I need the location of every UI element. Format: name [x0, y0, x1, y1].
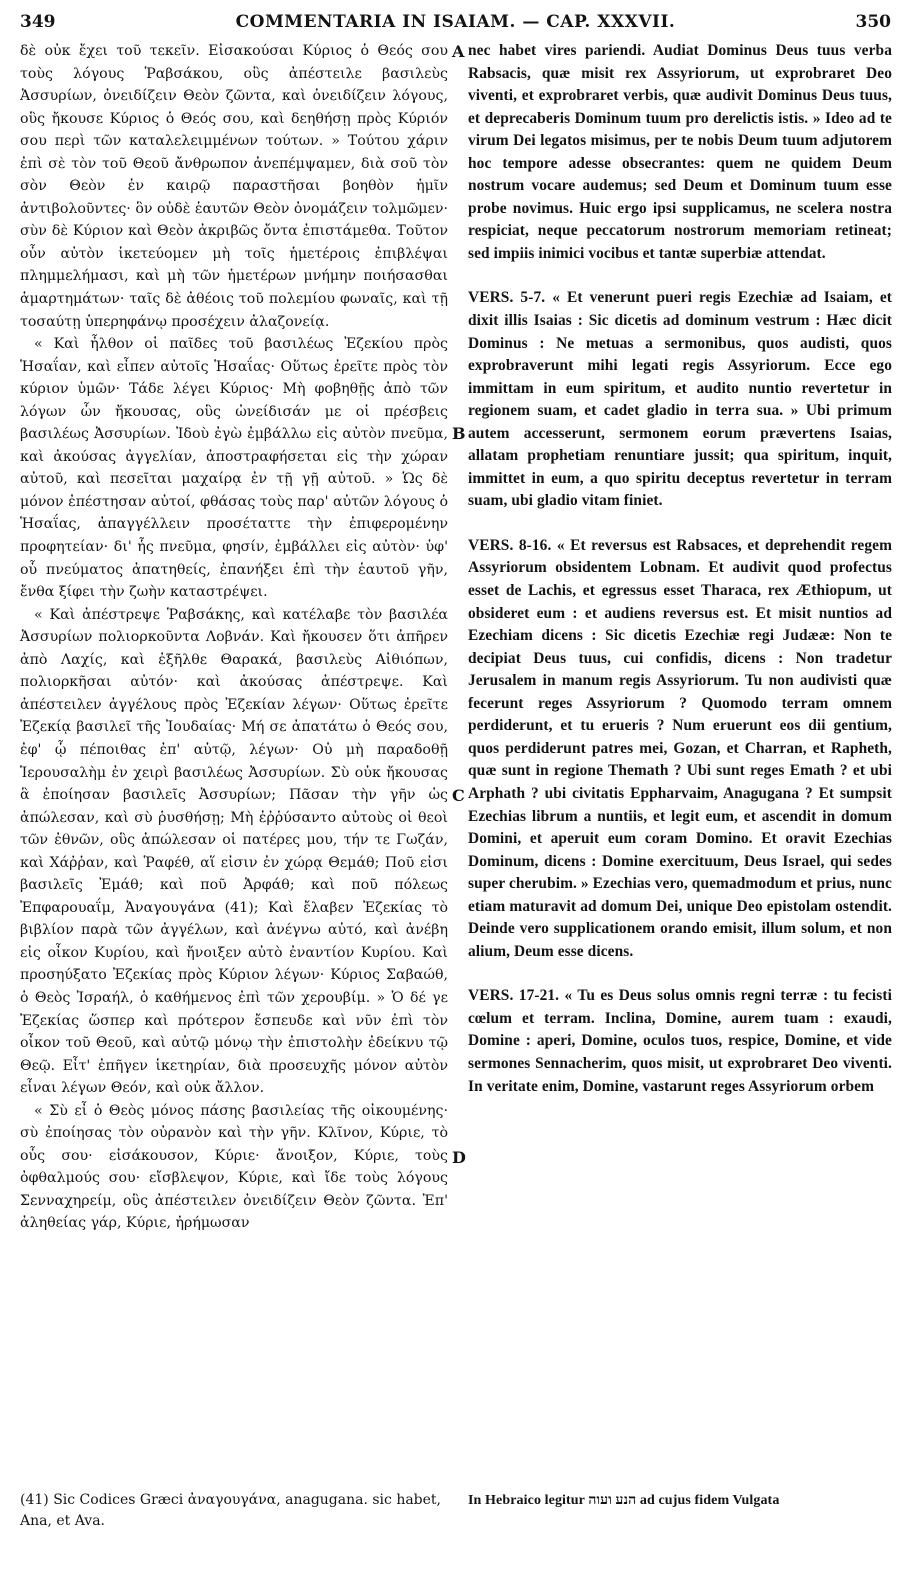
latin-paragraph: VERS. 8-16. « Et reversus est Rabsaces, et deprehendit regem Assyriorum obsidentem Lobnam. Et audivit quod profectus esset de Lachis, et egressus esset Tharaca, rex Æthiopum, ut obsideret eum : et audiens reversus est. Et misit nuntios ad Ezechiam dicens : Sic dicetis Ezechiæ regi Judææ: Non te decipiat Deus tuus, cui confidis, dicens : Non tradetur Jerusalem in manum regis Assyriorum. Tu non audivisti quæ fecerunt reges Assyriorum ? Quomodo terram omnem perdiderunt, et tu erueris ? Num eruerunt eos dii gentium, quos perdiderunt patres mei, Gozan, et Charran, et Rapheth, quæ sunt in regione Themath ? Ubi sunt reges Emath ? et ubi Arphath ? ubi civitatis Eppharvaim, Anagugana ? Et sumpsit Ezechias librum a nuntiis, et legit eum, et ascendit in domum Domini, et aperuit eum coram Domino. Et oravit Ezechias Dominum, dicens : Domine exercituum, Deus Israel, qui sedes super cherubim. » Ezechias vero, quemadmodum et prius, nunc etiam maturavit ad domum Dei, unique Deo epistolam ostendit. Deinde vero supplicationem orando emisit, illum solum, et non alium, Deum esse dicens.: [468, 536, 892, 960]
margin-letter: B: [452, 424, 466, 443]
greek-paragraph: « Καὶ ἀπέστρεψε Ῥαβσάκης, καὶ κατέλαβε τὸν βασιλέα Ἀσσυρίων πολιορκοῦντα Λοβνάν. Καὶ ἤκουσεν ὅτι ἀπῆρεν ἀπὸ Λαχίς, καὶ ἐξῆλθε Θαρακά, βασιλεὺς Αἰθιόπων, πολιορκῆσαι αὐτόν· καὶ ἀκούσας ἀπέστρεψε. Καὶ ἀπέστειλεν ἀγγέλους πρὸς Ἐζεκίαν λέγων· Οὕτως ἐρεῖτε Ἐζεκίᾳ βασιλεῖ τῆς Ἰουδαίας· Μή σε ἀπατάτω ὁ Θεός σου, ἐφ' ᾧ πέποιθας ἐπ' αὐτῷ, λέγων· Οὐ μὴ παραδοθῇ Ἱερουσαλὴμ ἐν χειρὶ βασιλέως Ἀσσυρίων. Σὺ οὐκ ἤκουσας ἃ ἐποίησαν βασιλεῖς Ἀσσυρίων; Πᾶσαν τὴν γῆν ὡς ἀπώλεσαν, καὶ σὺ ῥυσθήσῃ; Μὴ ἐῤῥύσαντο αὐτοὺς οἱ θεοὶ τῶν ἐθνῶν, οὓς ἀπώλεσαν οἱ πατέρες μου, τήν τε Γωζάν, καὶ Χάῤῥαν, καὶ Ῥαφέθ, αἵ εἰσιν ἐν χώρᾳ Θεμάθ; Ποῦ εἰσι βασιλεῖς Ἐμάθ; καὶ ποῦ Ἀρφάθ; καὶ ποῦ πόλεως Ἐπφαρουαΐμ, Ἀναγουγάνα (41); Καὶ ἔλαβεν Ἐζεκίας τὸ βιβλίον παρὰ τῶν ἀγγέλων, καὶ ἀνέγνω αὐτό, καὶ ἀνέβη εἰς οἶκον Κυρίου, καὶ ἤνοιξεν αὐτὸ ἐναντίον Κυρίου. Καὶ προσηύξατο Ἐζεκίας πρὸς Κύριον λέγων· Κύριος Σαβαώθ, ὁ Θεὸς Ἰσραήλ, ὁ καθήμενος ἐπὶ τῶν χερουβίμ. » Ὁ δέ γε Ἐζεκίας ὥσπερ καὶ πρότερον ἔσπευδε καὶ νῦν ἐπὶ τὸν οἶκον τοῦ Θεοῦ, καὶ αὐτῷ μόνῳ τὴν ἐπιστολὴν ἐδείκνυ τῷ Θεῷ. Εἶτ' ἐπῆγεν ἱκετηρίαν, διὰ προσευχῆς μόνον αὐτὸν εἶναι λέγων Θεόν, καὶ οὐκ ἄλλον.: [20, 606, 448, 1097]
running-title: COMMENTARIA IN ISAIAM. — CAP. XXXVII.: [235, 12, 676, 32]
latin-paragraph: VERS. 17-21. « Tu es Deus solus omnis regni terræ : tu fecisti cœlum et terram. Inclina, Domine, aurem tuam : exaudi, Domine : aperi, Domine, oculos tuos, respice, Domine, et vide sermones Sennacherim, quos misit, ut exprobraret Deo viventi. In veritate enim, Domine, vastarunt reges Assyriorum orbem: [468, 987, 892, 1095]
footnote-left: (41) Sic Codices Græci ἀναγουγάνα, anagugana. sic habet, Ana, et Ava.: [20, 1492, 442, 1529]
latin-paragraph: nec habet vires pariendi. Audiat Dominus Deus tuus verba Rabsacis, quæ misit rex Assyriorum, ut exprobraret Deo viventi, et exprobraret verbis, quæ audivit Dominus Deus tuus, et deprecaberis Dominum tuum pro derelictis istis. » Ideo ad te virum Dei legatos misimus, per te nobis Deum tuum adjutorem hoc tempore adesse obsecrantes: quem ne quidem Deum nostrum vocare audemus; sed Deum et Dominum tuum esse probe novimus. Huic ergo ipsi supplicamus, ne scelera nostra respiciat, neque peccatorum nostrorum memoriam retineat; sed impiis inimici vocibus et tantæ superbiæ attendat.: [468, 42, 892, 262]
greek-paragraph: « Σὺ εἶ ὁ Θεὸς μόνος πάσης βασιλείας τῆς οἰκουμένης· σὺ ἐποίησας τὸν οὐρανὸν καὶ τὴν γῆν. Κλῖνον, Κύριε, τὸ οὖς σου· εἰσάκουσον, Κύριε· ἄνοιξον, Κύριε, τοὺς ὀφθαλμούς σου· εἴσβλεψον, Κύριε, καὶ ἴδε τοὺς λόγους Σενναχηρείμ, οὓς ἀπέστειλεν ὀνειδίζειν Θεὸν ζῶντα. Ἐπ' ἀληθείας γάρ, Κύριε, ἠρήμωσαν: [20, 1102, 448, 1232]
margin-letter: A: [452, 42, 465, 61]
latin-column: [468, 40, 892, 1098]
latin-paragraph: VERS. 5-7. « Et venerunt pueri regis Ezechiæ ad Isaiam, et dixit illis Isaias : Sic dicetis ad dominum vestrum : Hæc dicit Dominus : Ne metuas a sermonibus, quos audisti, quos exprobraverunt mihi legati regis Assyriorum. Ecce ego immittam in eum spiritum, et audito nuntio revertetur in regionem suam, et cadet gladio in terra sua. » Ubi primum autem accesserunt, sermonem eorum prævertens Isaias, allatam prophetiam renuntiare jussit; qua spiritum, inquit, immittet in eum, a quo spiritu deceptus revertetur in terram suam, ubi gladio vitam finiet.: [468, 289, 892, 510]
page-number-right: 350: [855, 12, 891, 32]
greek-column: [20, 40, 448, 1235]
margin-letter: D: [452, 1148, 466, 1167]
greek-paragraph: « Καὶ ἦλθον οἱ παῖδες τοῦ βασιλέως Ἐζεκίου πρὸς Ἡσαΐαν, καὶ εἶπεν αὐτοῖς Ἡσαΐας· Οὕτως ἐρεῖτε πρὸς τὸν κύριον ὑμῶν· Τάδε λέγει Κύριος· Μὴ φοβηθῇς ἀπὸ τῶν λόγων ὧν ἤκουσας, οὓς ὠνείδισάν με οἱ πρέσβεις βασιλέως Ἀσσυρίων. Ἰδοὺ ἐγὼ ἐμβάλλω εἰς αὐτὸν πνεῦμα, καὶ ἀκούσας ἀγγελίαν, ἀποστραφήσεται εἰς τὴν χώραν αὐτοῦ, καὶ πεσεῖται μαχαίρᾳ ἐν τῇ γῇ αὐτοῦ. » Ὡς δὲ μόνον ἐπέστησαν αὐτοί, φθάσας τοὺς παρ' αὐτῶν λόγους ὁ Ἡσαΐας, ἀπαγγέλλειν προσέταττε τὴν ἐπιφερομένην προφητείαν· δι' ἧς πνεῦμα, φησίν, ἐμβάλλει εἰς αὐτὸν· ὑφ' οὗ πνεύματος ἀπατηθείς, ἐπανήξει ἐπὶ τὴν ἑαυτοῦ γῆν, ἔνθα ξίφει τὴν ζωὴν καταστρέψει.: [20, 336, 448, 601]
footnote-right: In Hebraico legitur הנע ועוה ad cujus fidem Vulgata: [468, 1493, 780, 1508]
greek-paragraph: δὲ οὐκ ἔχει τοῦ τεκεῖν. Εἰσακούσαι Κύριος ὁ Θεός σου τοὺς λόγους Ῥαβσάκου, οὓς ἀπέστειλε βασιλεὺς Ἀσσυρίων, ὀνειδίζειν Θεὸν ζῶντα, καὶ ὀνειδίζειν λόγους, οὓς ἤκουσε Κύριος ὁ Θεός σου, καὶ δεηθήσῃ πρὸς Κύριόν σου περὶ τῶν καταλελειμμένων τούτων. » Τούτου χάριν ἐπὶ σὲ τὸν τοῦ Θεοῦ ἄνθρωπον ἀνεπέμψαμεν, διὰ σοῦ τὸν σὸν Θεὸν ἐν καιρῷ παραστῆσαι βοηθὸν ἡμῖν ἀντιβολοῦντες· ὃν οὐδὲ ἑαυτῶν Θεὸν ὀνομάζειν τολμῶμεν· σὺν δὲ Κύριον καὶ Θεὸν ἀκριβῶς ὄντα ἐπιστάμεθα. Τοῦτον οὖν αὐτὸν ἱκετεύομεν μὴ τοῖς ἡμετέροις ἐπιβλέψαι πλημμελήμασι, καὶ μὴ τῶν ἡμετέρων μνήμην ποιήσασθαι ἁμαρτημάτων· ταῖς δὲ ἀθέοις τοῦ πολεμίου φωναῖς, καὶ τῇ τοσαύτῃ ὑπερηφάνῳ προσέχειν ἀλαζονείᾳ.: [20, 43, 448, 330]
page-number-left: 349: [20, 12, 56, 32]
margin-letter: C: [452, 786, 465, 805]
running-header: [14, 12, 897, 38]
